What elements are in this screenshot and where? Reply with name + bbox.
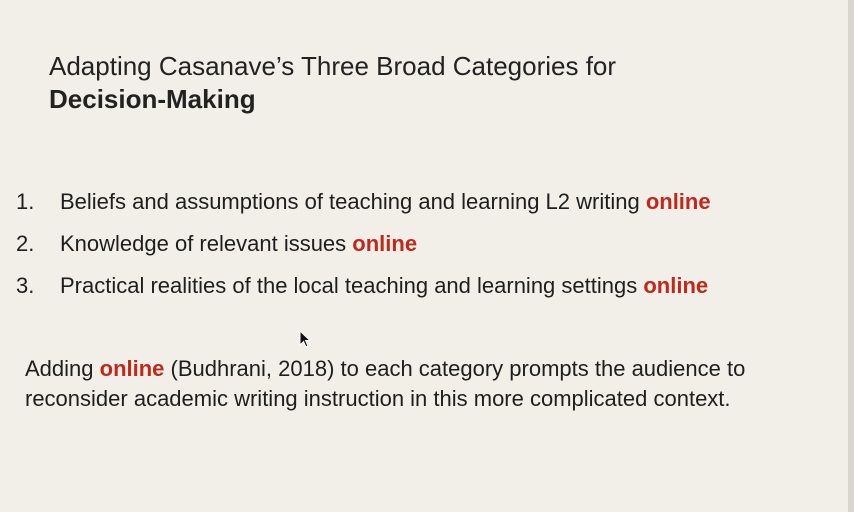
slide-title-line1: Adapting Casanave’s Three Broad Categories for: [49, 51, 617, 81]
list-item-highlight: online: [352, 231, 418, 256]
slide-title-line2: Decision-Making: [49, 84, 256, 114]
paragraph-text-after: (Budhrani, 2018) to each category prompts the audience to: [164, 356, 746, 381]
explanation-paragraph: [25, 354, 845, 414]
list-item-highlight: online: [645, 189, 711, 214]
slide-edge: [848, 0, 854, 512]
list-item-number: 2.: [16, 231, 35, 256]
list-item-number: 1.: [16, 189, 35, 214]
list-item-text: Beliefs and assumptions of teaching and learning L2 writing: [60, 189, 646, 214]
list-item: [16, 267, 711, 309]
list-item: [16, 183, 711, 225]
slide-title: [49, 50, 616, 116]
paragraph-highlight: online: [99, 356, 165, 381]
paragraph-text-before: Adding: [25, 356, 100, 381]
list-item-text: Practical realities of the local teaching and learning settings: [60, 273, 644, 298]
list-item-highlight: online: [643, 273, 709, 298]
list-item-number: 3.: [16, 273, 35, 298]
mouse-pointer-icon: [299, 330, 311, 348]
paragraph-line2: reconsider academic writing instruction in this more complicated context.: [25, 386, 731, 411]
paragraph-line1: [25, 354, 845, 384]
list-item-text: Knowledge of relevant issues: [60, 231, 353, 256]
category-list: [16, 183, 711, 309]
list-item: [16, 225, 711, 267]
